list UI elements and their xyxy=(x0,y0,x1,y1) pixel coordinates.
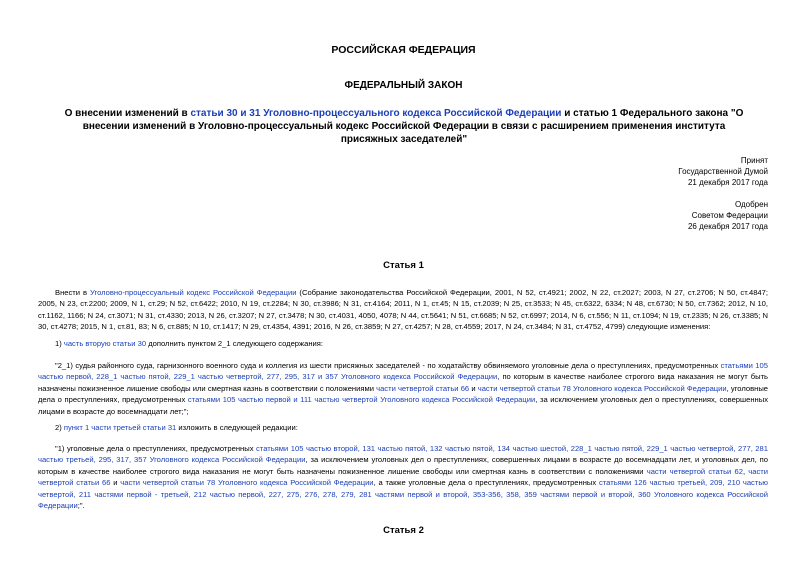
title-text: и статью 1 Федерального закона "О внесении изменений в Уголовно-процессуальный кодекс Российской Федерации в связи с расширением применения института присяжных заседателей" xyxy=(82,108,744,145)
paragraph-text: , за исключением уголовных дел о преступлениях, совершенных лицами в возрасте до восемнадцати лет, и уголовных дел, по которым в качестве наиболее строгого вида наказания не могут быть назначены пожизненное лишение свободы или смертная казнь в соответствии с положениями xyxy=(38,455,768,476)
link-criminal-procedure-code[interactable]: Уголовно-процессуальный кодекс Российской Федерации xyxy=(90,288,297,297)
paragraph-text: , по которым в качестве наиболее строгого вида наказания не могут быть назначены пожизненное лишение свободы или смертная казнь в соответствии с положениями xyxy=(38,372,768,393)
approved-date: 26 декабря 2017 года xyxy=(687,222,768,231)
approved-body: Советом Федерации xyxy=(691,211,768,220)
link-articles-126-209-360[interactable]: статьями 126 частью третьей, 209, 210 частью четвертой, 211 частями первой - третьей, 212 частью первой, 227, 275, 276, 278, 279, 281 частями первой и второй, 353-356, 358, 359 частями первой и второй, 360 Уголовного кодекса Российской Федерации xyxy=(38,478,768,511)
paragraph-text: изложить в следующей редакции: xyxy=(176,423,298,432)
paragraph-text: 2) xyxy=(55,423,64,432)
paragraph-text: ;". xyxy=(77,501,85,511)
paragraph-text: дополнить пунктом 2_1 следующего содержания: xyxy=(146,339,323,348)
quote-1 xyxy=(38,360,768,417)
adopted-date: 21 декабря 2017 года xyxy=(687,178,768,187)
link-article-78-part-4[interactable]: части четвертой статьи 78 Уголовного кодекса Российской Федерации xyxy=(477,383,727,393)
link-article-78-part-4[interactable]: части четвертой статьи 78 Уголовного кодекса Российской Федерации xyxy=(120,478,374,488)
link-article-66-part-4[interactable]: части четвертой статьи 66 xyxy=(38,466,768,488)
article-1-heading: Статья 1 xyxy=(383,260,424,271)
law-title xyxy=(60,107,748,146)
paragraph-text: "2_1) судья районного суда, гарнизонного военного суда и коллегия из шести присяжных заседателей - по ходатайству обвиняемого уголовные дела о преступлениях, предусмотренных xyxy=(55,361,721,370)
adopted-body: Государственной Думой xyxy=(678,167,768,176)
item-2 xyxy=(38,422,768,433)
title-text: О внесении изменений в xyxy=(64,108,191,119)
approved-block xyxy=(688,199,768,232)
link-articles-105-228-229[interactable]: статьями 105 частью первой, 228_1 частью пятой, 229_1 частью четвертой, 277, 295, 317 и 357 Уголовного кодекса Российской Федерации xyxy=(38,361,768,382)
document-type: ФЕДЕРАЛЬНЫЙ ЗАКОН xyxy=(344,80,463,91)
link-article-31-part-3[interactable]: пункт 1 части третьей статьи 31 xyxy=(63,423,177,432)
adopted-label: Принят xyxy=(740,156,768,165)
paragraph-text: , за исключением уголовных дел о преступлениях, совершенных лицами в возрасте до восемнадцати лет;"; xyxy=(38,395,768,416)
link-article-66-part-4[interactable]: части четвертой статьи 66 xyxy=(376,383,470,393)
title-link-articles-30-31[interactable]: статьи 30 и 31 Уголовно-процессуального кодекса Российской Федерации xyxy=(190,108,562,119)
paragraph-text: , а также уголовные дела о преступлениях, предусмотренных xyxy=(373,478,599,488)
paragraph-text: , уголовные дела о преступлениях, предусмотренных xyxy=(38,383,769,405)
article-2-heading: Статья 2 xyxy=(383,525,424,536)
link-article-62-part-4[interactable]: части четвертой статьи 62 xyxy=(646,466,743,476)
paragraph-text: , xyxy=(742,466,749,476)
adopted-block xyxy=(678,155,768,188)
paragraph-text: Внести в xyxy=(55,288,90,297)
link-articles-105-131-132[interactable]: статьями 105 частью второй, 131 частью пятой, 132 частью пятой, 134 частью шестой, 228_1 частью пятой, 229_1 частью четвертой, 277, 281 частью третьей, 295, 317, 357 Уголовного кодекса Российской Федерации xyxy=(38,444,768,465)
item-1 xyxy=(38,338,768,349)
article-1-intro xyxy=(38,287,768,333)
paragraph-text: "1) уголовные дела о преступлениях, предусмотренных xyxy=(55,444,256,453)
paragraph-text: (Собрание законодательства Российской Федерации, 2001, N 52, ст.4921; 2002, N 22, ст.2027; 2003, N 27, ст.2706; N 50, ст.4847; 2005, N 23, ст.2200; 2009, N 1, ст.29; N 52, ст.6422; 2010, N 19, ст.2284; N 30, ст.3986; N 31, ст.4164; 2011, N 1, ст.45; N 15, ст.2039; N 25, ст.3533; N 45, ст.6322, 6334; N 48, ст.6730; N 50, ст.7362; 2012, N 10, ст.1162, 1166; N 24, ст.3071; N 31, ст.4330; 2013, N 26, ст.3207; N 27, ст.3478; N 30, ст.4031, 4050, 4078; N 44, ст.5641; N 51, ст.6685; N 52, ст.6997; 2014, N 6, ст.556; N 11, ст.1094; N 19, ст.2335; N 26, ст.3385; N 30, ст.4278; 2015, N 1, ст.81, 83; N 6, ст.885; N 10, ст.1417; N 29, ст.4354, 4391; 2016, N 26, ст.3859; N 27, ст.4257; N 28, ст.4559; 2017, N 24, ст.3484; N 31, ст.4752, 4799) следующие изменения: xyxy=(38,288,768,332)
link-article-30-part-2[interactable]: часть вторую статьи 30 xyxy=(63,339,147,348)
country-heading: РОССИЙСКАЯ ФЕДЕРАЦИЯ xyxy=(331,44,476,56)
approved-label: Одобрен xyxy=(734,200,768,209)
link-articles-105-111[interactable]: статьями 105 частью первой и 111 частью четвертой Уголовного кодекса Российской Федерации xyxy=(187,395,536,405)
paragraph-text: и xyxy=(469,383,478,393)
quote-2 xyxy=(38,443,768,511)
paragraph-text: 1) xyxy=(55,339,64,348)
paragraph-text: и xyxy=(110,478,121,488)
